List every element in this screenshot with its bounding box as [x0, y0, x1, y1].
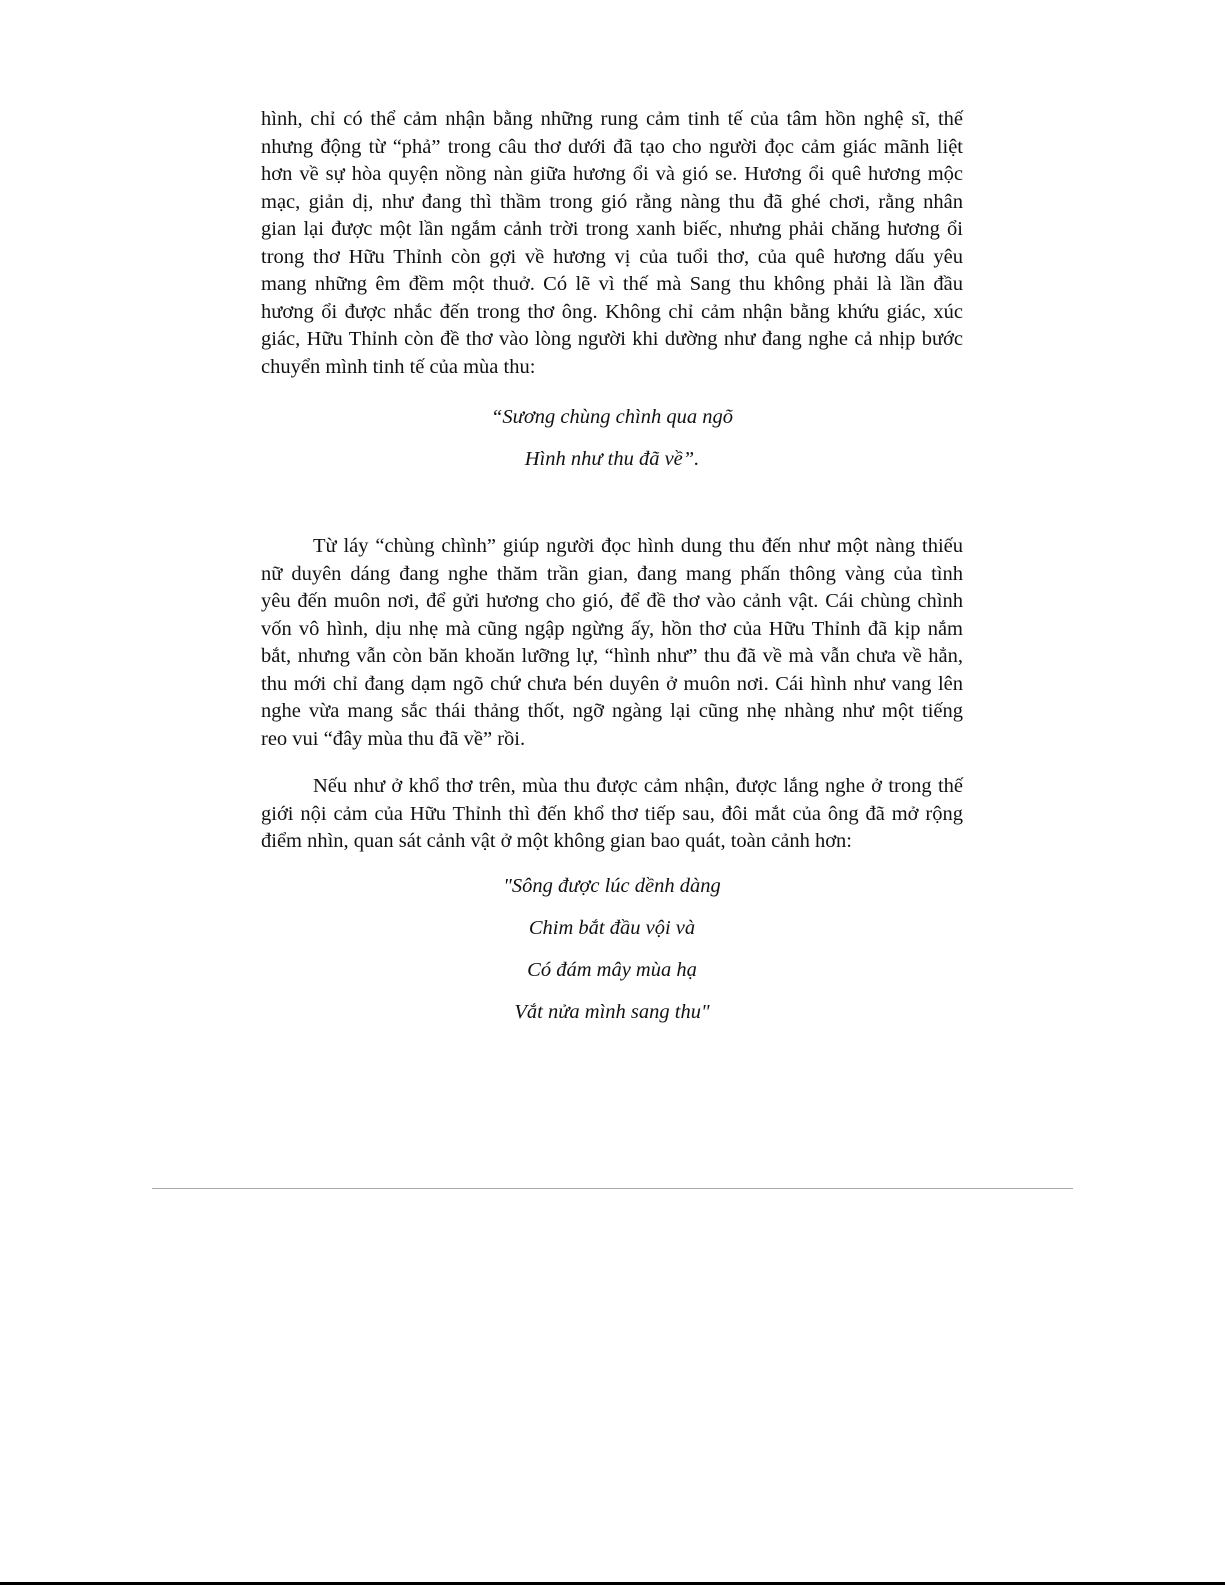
text-line: thu mới chỉ đang dạm ngõ chứ chưa bén duyên ở muôn nơi. Cái hình như vang lên	[261, 672, 963, 695]
verse-line: "Sông được lúc dềnh dàng	[503, 875, 721, 897]
paragraph-2	[261, 533, 963, 753]
text-line: yêu đến muôn nơi, để gửi hương cho gió, để đề thơ vào cảnh vật. Cái chùng chình	[261, 590, 963, 612]
paragraph-1	[261, 106, 963, 381]
text-line: giới nội cảm của Hữu Thỉnh thì đến khổ thơ tiếp sau, đôi mắt của ông đã mở rộng	[261, 802, 963, 825]
text-line: reo vui “đây mùa thu đã về” rồi.	[261, 727, 526, 750]
text-line: điểm nhìn, quan sát cảnh vật ở một không gian bao quát, toàn cảnh hơn:	[261, 830, 852, 852]
text-line: trong thơ Hữu Thỉnh còn gợi về hương vị của tuổi thơ, của quê hương dấu yêu	[261, 245, 963, 268]
text-line: Từ láy “chùng chình” giúp người đọc hình dung thu đến như một nàng thiếu	[313, 535, 963, 557]
text-line: nhưng động từ “phả” trong câu thơ dưới đã tạo cho người đọc cảm giác mãnh liệt	[261, 135, 963, 158]
text-line: Nếu như ở khổ thơ trên, mùa thu được cảm nhận, được lắng nghe ở trong thế	[313, 775, 963, 797]
text-line: chuyển mình tinh tế của mùa thu:	[261, 355, 536, 378]
verse-line: Có đám mây mùa hạ	[527, 959, 697, 981]
text-line: vốn vô hình, dịu nhẹ mà cũng ngập ngừng ấy, hồn thơ của Hữu Thỉnh đã kịp nắm	[261, 617, 963, 640]
text-line: mạc, giản dị, như đang thì thầm trong gió rằng nàng thu đã ghé chơi, rằng nhân	[261, 190, 963, 213]
verse-line: Hình như thu đã về”.	[524, 448, 700, 470]
verse-line: Vắt nửa mình sang thu"	[514, 1001, 710, 1023]
paragraph-3	[261, 773, 963, 856]
verse-line: Chim bắt đầu vội và	[528, 917, 696, 939]
text-line: giác, Hữu Thỉnh còn đề thơ vào lòng người khi dường như đang nghe cả nhịp bước	[261, 328, 963, 350]
text-line: hơn về sự hòa quyện nồng nàn giữa hương ổi và gió se. Hương ổi quê hương mộc	[261, 163, 963, 185]
text-line: nghe vừa mang sắc thái thảng thốt, ngỡ ngàng lại cũng nhẹ nhàng như một tiếng	[261, 700, 963, 722]
text-line: bắt, nhưng vẫn còn băn khoăn lưỡng lự, “hình như” thu đã về mà vẫn chưa về hẳn,	[261, 645, 963, 667]
text-line: nữ duyên dáng đang nghe thăm trần gian, đang mang phấn thông vàng của tình	[261, 562, 963, 585]
text-line: hình, chỉ có thể cảm nhận bằng những rung cảm tinh tế của tâm hồn nghệ sĩ, thế	[261, 108, 963, 130]
verse-line: “Sương chùng chình qua ngõ	[491, 406, 733, 428]
text-line: hương ổi được nhắc đến trong thơ ông. Không chỉ cảm nhận bằng khứu giác, xúc	[261, 300, 963, 323]
footer-divider	[152, 1188, 1073, 1189]
text-line: mang những êm đềm một thuở. Có lẽ vì thế mà Sang thu không phải là lần đầu	[261, 273, 963, 295]
text-line: gian lại được một lần ngắm cảnh trời trong xanh biếc, nhưng phải chăng hương ổi	[261, 218, 963, 240]
